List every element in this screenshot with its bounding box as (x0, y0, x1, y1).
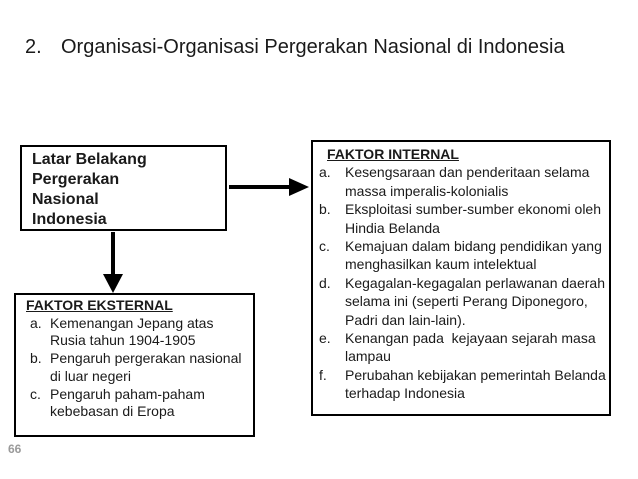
list-item (26, 350, 253, 385)
list-marker: c. (30, 385, 41, 402)
latar-belakang-box (20, 145, 227, 231)
list-item (319, 366, 609, 403)
title-number: 2. (25, 36, 42, 58)
faktor-internal-box (311, 140, 611, 416)
list-item (319, 200, 609, 237)
latar-line: Pergerakan (32, 171, 120, 188)
list-item (26, 315, 253, 350)
list-item-text: Kemajuan dalam bidang pendidikan yang menghasilkan kaum intelektual (345, 238, 602, 273)
list-item (319, 274, 609, 329)
faktor-internal-list (319, 163, 609, 402)
list-item (319, 237, 609, 274)
list-item (319, 163, 609, 200)
list-marker: f. (319, 366, 327, 383)
list-marker: b. (319, 201, 331, 218)
list-item (26, 386, 253, 421)
list-marker: a. (319, 164, 331, 181)
list-item-text: Kegagalan-kegagalan perlawanan daerah selama ini (seperti Perang Diponegoro, Padri dan lain-lain). (345, 274, 605, 328)
latar-line: Latar Belakang (32, 151, 147, 168)
list-item-text: Pengaruh paham-paham kebebasan di Eropa (50, 385, 205, 420)
list-item-text: Kenangan pada kejayaan sejarah masa lampau (345, 330, 600, 365)
arrow-right-icon (229, 175, 311, 199)
list-item-text: Kesengsaraan dan penderitaan selama massa imperalis-kolonialis (345, 164, 590, 199)
faktor-internal-heading: FAKTOR INTERNAL (327, 146, 459, 162)
title-text: Organisasi-Organisasi Pergerakan Nasional di Indonesia (61, 36, 565, 58)
list-marker: d. (319, 274, 331, 291)
faktor-eksternal-list (26, 315, 253, 421)
list-item (319, 329, 609, 366)
list-item-text: Pengaruh pergerakan nasional di luar negeri (50, 350, 242, 384)
list-item-text: Perubahan kebijakan pemerintah Belanda terhadap Indonesia (345, 366, 606, 402)
list-item-text: Kemenangan Jepang atas Rusia tahun 1904-1905 (50, 314, 214, 349)
list-marker: e. (319, 330, 331, 347)
list-marker: b. (30, 350, 42, 367)
list-marker: a. (30, 314, 42, 331)
page-number: 66 (8, 442, 22, 456)
faktor-eksternal-box (14, 293, 255, 437)
faktor-eksternal-heading: FAKTOR EKSTERNAL (26, 297, 173, 313)
list-item-text: Eksploitasi sumber-sumber ekonomi oleh Hindia Belanda (345, 201, 601, 236)
list-marker: c. (319, 238, 330, 255)
latar-line: Indonesia (32, 211, 107, 228)
arrow-down-icon (101, 232, 125, 294)
slide-title (25, 34, 585, 61)
latar-line: Nasional (32, 191, 99, 208)
